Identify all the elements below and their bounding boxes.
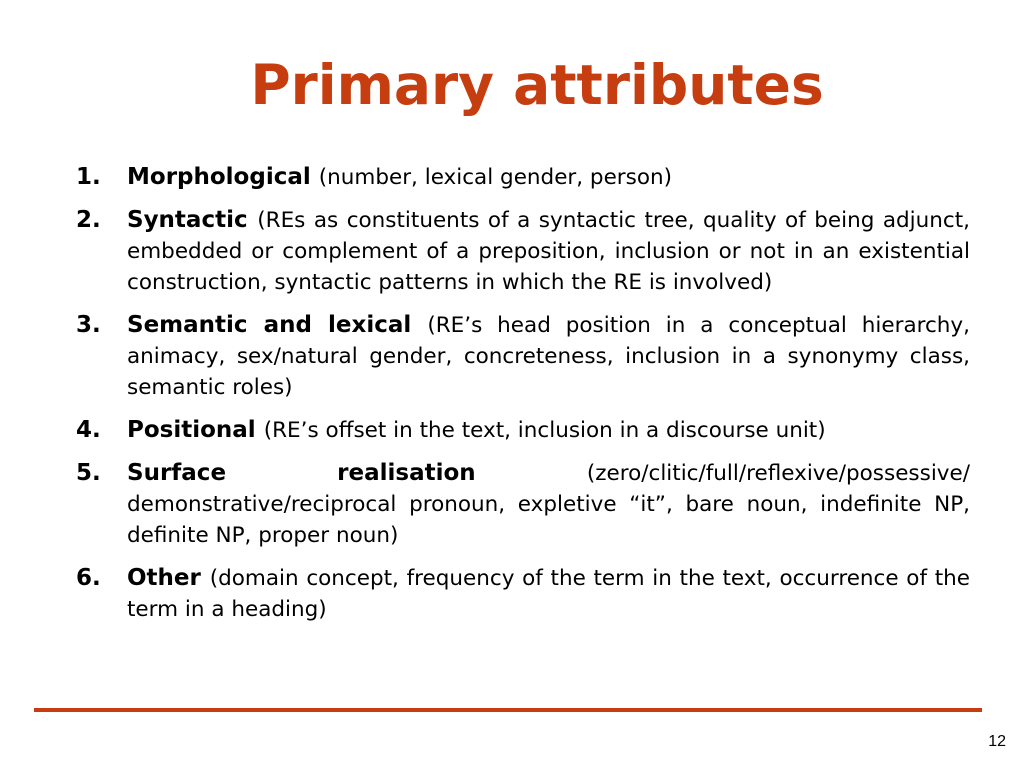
item-heading: Surface realisation [127, 460, 587, 486]
list-item [76, 310, 970, 403]
footer-divider [34, 708, 982, 712]
item-heading: Semantic and lexical [127, 312, 428, 338]
item-number: 3. [76, 312, 101, 338]
item-detail: (zero/clitic/full/reflexive/possessive/ demonstrative/reciprocal pronoun, expletive “it”, bare noun, indefinite NP, definite NP, proper noun) [127, 461, 970, 548]
slide-title: Primary attributes [250, 53, 824, 117]
page-number: 12 [988, 733, 1006, 750]
list-item [76, 205, 970, 298]
list-item [76, 563, 970, 625]
item-number: 4. [76, 417, 101, 443]
list-item [76, 458, 970, 551]
item-heading: Other [127, 565, 210, 591]
item-number: 2. [76, 207, 101, 233]
item-number: 1. [76, 164, 101, 190]
item-heading: Syntactic [127, 207, 258, 233]
item-number: 6. [76, 565, 101, 591]
item-detail: (domain concept, frequency of the term in the text, occurrence of the term in a heading) [127, 566, 970, 622]
item-detail: (RE’s head position in a conceptual hierarchy, animacy, sex/natural gender, concreteness, inclusion in a synonymy class, semantic roles) [127, 313, 970, 400]
list-item [76, 415, 970, 446]
item-detail: (REs as constituents of a syntactic tree, quality of being adjunct, embedded or complement of a preposition, inclusion or not in an existential construction, syntactic patterns in which the RE is involved) [127, 208, 970, 295]
item-number: 5. [76, 460, 101, 486]
item-detail: (number, lexical gender, person) [318, 165, 673, 190]
item-detail: (RE’s offset in the text, inclusion in a discourse unit) [263, 418, 826, 443]
list-item [76, 162, 970, 193]
item-heading: Morphological [127, 164, 319, 190]
item-heading: Positional [127, 417, 264, 443]
attribute-list [76, 162, 970, 637]
